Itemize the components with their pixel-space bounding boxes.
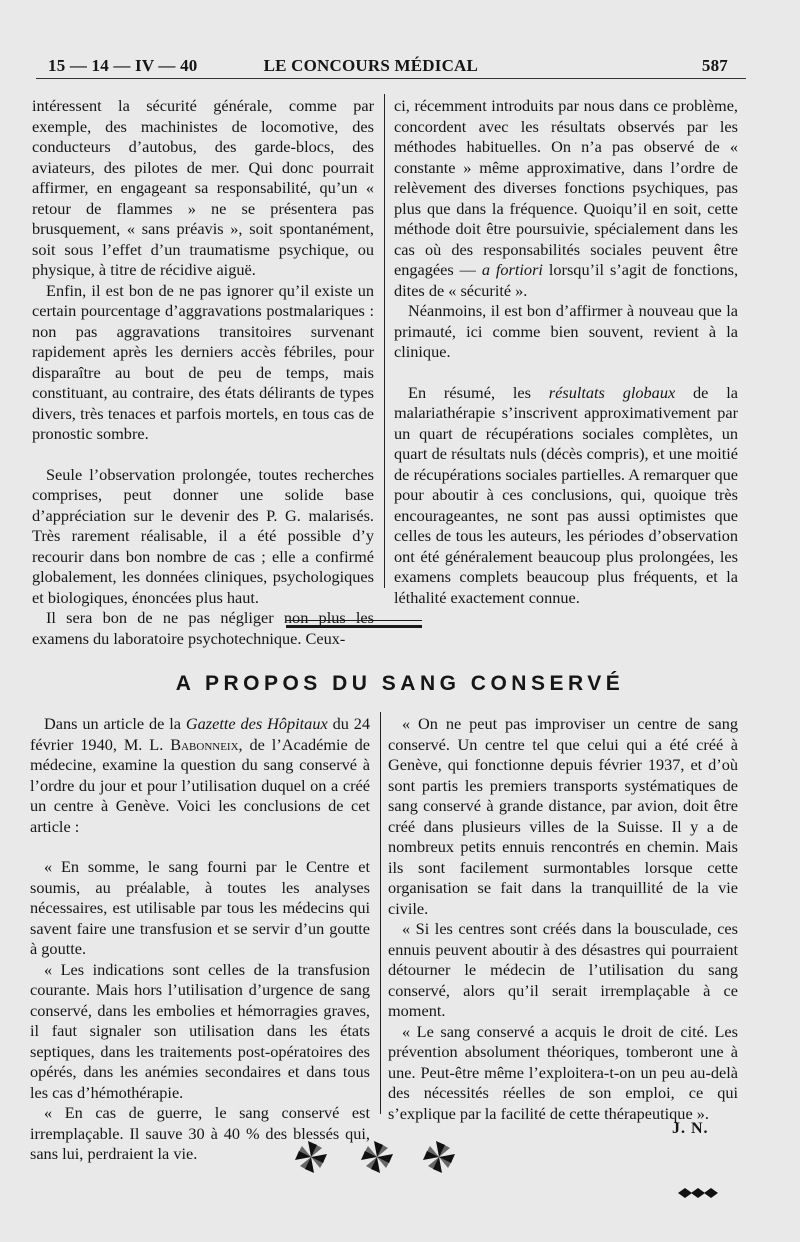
paragraph — [394, 96, 738, 301]
pinwheel-ornament-icon — [360, 1140, 394, 1174]
signature: J. N. — [672, 1120, 709, 1137]
column-divider — [384, 94, 385, 588]
header-rule — [36, 78, 746, 79]
text-span: En résumé, les — [408, 382, 531, 402]
page-number: 587 — [701, 56, 728, 75]
paragraph: intéressent la sécurité générale, comme par exemple, des machinistes de locomotive, des conducteurs d’autobus, des garde-blocs, des aviateurs, des pilotes de mer. Qui donc pourrait affirmer, en engageant sa responsabilité, qu’un « retour de flammes » ne se présentera pas brusquement, « sans préavis », soit spontanément, soit sous l’effet d’un traumatisme psychique, ou physique, à titre de récidive aiguë. — [32, 96, 374, 279]
section-separator-thick — [286, 625, 422, 628]
italic-text: a fortiori — [481, 260, 543, 279]
pinwheel-ornament-icon — [422, 1140, 456, 1174]
running-header — [48, 52, 728, 80]
paragraph — [394, 383, 738, 609]
paragraph: Seule l’observation prolongée, toutes recherches comprises, peut donner une solide base d’appréciation sur le devenir des P. G. malarisés. Très rarement réalisable, il a été possible d’y recourir dans bon nombre de cas ; elle a confirmé globalement, les données cliniques, psychologiques et biologiques, énoncées plus haut. — [32, 464, 374, 607]
paragraph — [30, 714, 370, 837]
tailpiece-ornament-icon — [676, 1186, 720, 1200]
paragraph: Enfin, il est bon de ne pas ignorer qu’il existe un certain pourcentage d’aggravations postmalariques : non pas aggravations transitoires survenant rapidement après les derniers accès fébriles, pour disparaître au bout de peu de temps, mais constituant, au contraire, des états délirants de types divers, très tenaces et parfois mortels, en tous cas de pronostic sombre. — [32, 280, 374, 443]
italic-text: résultats globaux — [548, 382, 676, 402]
text-span: du 24 février 1940, M. L. — [30, 714, 370, 754]
paragraph: « On ne peut pas improviser un centre de sang conservé. Un centre tel que celui qui a été créé à Genève, qui fonctionne depuis février 1937, et d’où sont partis les premiers transports systématiques de sang conservé à grande distance, par avion, doit être créé dans plusieurs villes de la Suisse. Il y a de nombreux petits ennuis rencontrés en chemin. Mais ils sont facilement surmontables lorsque cette organisation se fait dans la tranquillité de la vie civile. — [388, 714, 738, 918]
column-lower-left — [30, 714, 370, 1165]
paragraph: Il sera bon de ne pas négliger non plus les examens du laboratoire psychotechnique. Ceux- — [32, 608, 374, 648]
paragraph: « En somme, le sang fourni par le Centre et soumis, au préalable, à toutes les analyses nécessaires, est utilisable par tous les médecins qui savent faire une transfusion et se servir d’un goutte à goutte. — [30, 857, 370, 958]
italic-text: Gazette des Hôpitaux — [185, 714, 328, 733]
column-lower-right — [388, 714, 738, 1124]
column-upper-left — [32, 96, 374, 649]
text-span: de la malariathérapie s’inscrivent approximativement par un quart de récupérations sociales complètes, un quart de résultats nuls (décès compris), et une moitié de récupérations sociales partielles. A remarquer que pour aboutir à ces conclusions, qui, quoique très encourageantes, ne sont pas aussi optimistes que celles de tous les auteurs, les périodes d’observation ont été généralement beaucoup plus prolongées, les examens complets beaucoup plus fréquents, et la léthalité exactement connue. — [394, 382, 738, 607]
column-divider — [380, 712, 381, 1114]
column-upper-right — [394, 96, 738, 608]
paragraph: Néanmoins, il est bon d’affirmer à nouveau que la primauté, ici comme bien souvent, revient à la clinique. — [394, 301, 738, 361]
paragraph: « Les indications sont celles de la transfusion courante. Mais hors l’utilisation d’urgence de sang conservé, dans les embolies et hémorragies graves, il faut signaler son utilisation dans les états septiques, dans les traitements post-opératoires des opérés, dans les anémies secondaires et dans tous les cas d’hémothérapie. — [30, 959, 370, 1102]
text-span: ci, récemment introduits par nous dans ce problème, concordent avec les résultats observés par les méthodes habituelles. On n’a pas observé de « constante » même approximative, dans l’ordre de relèvement des diverses fonctions psychiques, pas plus que dans la fréquence. Quoiqu’il en soit, cette méthode doit être poursuivie, spécialement dans les cas où des responsabilités sociales peuvent être engagées — — [394, 96, 738, 279]
paragraph: « Si les centres sont créés dans la bousculade, ces ennuis peuvent aboutir à des désastres qui pourraient détourner le médecin de l’utilisation du sang conservé, alors qu’il serait irremplaçable à ce moment. — [388, 919, 738, 1020]
paragraph: « En cas de guerre, le sang conservé est irremplaçable. Il sauve 30 à 40 % des blessés qui, sans lui, perdraient la vie. — [30, 1103, 370, 1163]
paragraph: « Le sang conservé a acquis le droit de cité. Les prévention absolument théoriques, tomberont une à une. Peut-être même l’exploitera-t-on un peu au-delà des nécessités réelles de son emploi, ce qui s’explique par la facilité de cette thérapeutique ». — [388, 1021, 738, 1123]
text-span: lorsqu’il s’agit de fonctions, dites de « sécurité ». — [394, 260, 739, 300]
journal-title: LE CONCOURS MÉDICAL — [263, 56, 479, 75]
text-span: , de l’Académie de médecine, examine la question du sang conservé à l’ordre du jour et pour l’utilisation duquel on a créé un centre à Genève. Voici les conclusions de cet article : — [30, 734, 371, 836]
pinwheel-ornament-icon — [294, 1140, 328, 1174]
author-name: Babonneix — [170, 734, 239, 754]
text-span: Dans un article de la — [44, 714, 182, 733]
issue-date: 15 — 14 — IV — 40 — [48, 56, 198, 75]
section-title: A PROPOS DU SANG CONSERVÉ — [175, 672, 625, 695]
section-separator-thin — [286, 620, 422, 621]
